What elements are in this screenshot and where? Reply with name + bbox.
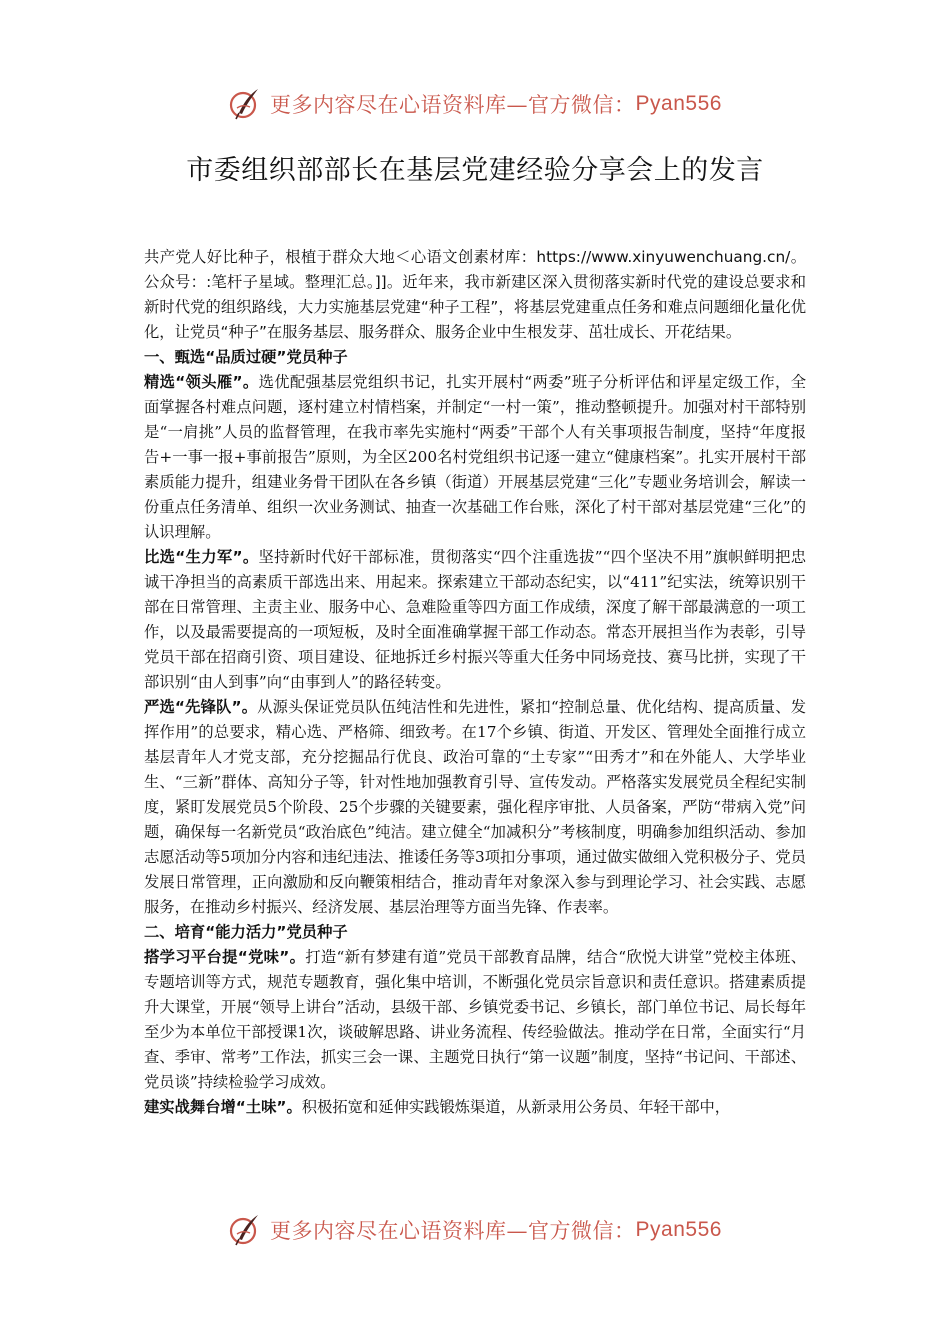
paragraph-body: 坚持新时代好干部标准，贯彻落实“四个注重选拔”“四个坚决不用”旗帜鲜明把忠诚干净担当的高素质干部选出来、用起来。探索建立干部动态纪实，以“411”纪实法，统筹识别干部在日常管理、主责主业、服务中心、急难险重等四方面工作成绩，深度了解干部最满意的一项工作，以及最需要提高的一项短板，及时全面准确掌握干部工作动态。常态开展担当作为表彰，引导党员干部在招商引资、项目建设、征地拆迁乡村振兴等重大任务中同场竞技、赛马比拼，实现了干部识别“由人到事”向“由事到人”的路径转变。 [144,548,806,691]
watermark-banner-top [0,82,950,126]
intro-paragraph: 共产党人好比种子，根植于群众大地＜心语文创素材库：https://www.xinyuwenchuang.cn/。公众号：:笔杆子星域。整理汇总。]]。近年来，我市新建区深入贯彻落实新时代党的建设总要求和新时代党的组织路线，大力实施基层党建“种子工程”，将基层党建重点任务和难点问题细化量化优化，让党员“种子”在服务基层、服务群众、服务企业中生根发芽、茁壮成长、开花结果。 [144,248,806,341]
paragraph-body: 积极拓宽和延伸实践锻炼渠道，从新录用公务员、年轻干部中， [301,1098,731,1116]
paragraph-1-3 [144,695,806,920]
quill-logo-icon [228,86,264,122]
paragraph-body: 选优配强基层党组织书记，扎实开展村“两委”班子分析评估和评星定级工作，全面掌握各村难点问题，逐村建立村情档案，并制定“一村一策”，推动整顿提升。加强对村干部特别是“一肩挑”人员的监督管理，在我市率先实施村“两委”干部个人有关事项报告制度，坚持“年度报告+一事一报+事前报告”原则，为全区200名村党组织书记逐一建立“健康档案”。扎实开展村干部素质能力提升，组建业务骨干团队在各乡镇（街道）开展基层党建“三化”专题业务培训会，解读一份重点任务清单、组织一次业务测试、抽查一次基础工作台账，深化了村干部对基层党建“三化”的认识理解。 [144,373,806,541]
watermark-banner-bottom [0,1208,950,1252]
paragraph-2-1 [144,945,806,1095]
banner-wechat-id: Pyan556 [635,92,722,115]
paragraph-body: 打造“新有梦建有道”党员干部教育品牌，结合“欣悦大讲堂”党校主体班、专题培训等方式，规范专题教育，强化集中培训，不断强化党员宗旨意识和责任意识。搭建素质提升大课堂，开展“领导上讲台”活动，县级干部、乡镇党委书记、乡镇长，部门单位书记、局长每年至少为本单位干部授课1次，谈破解思路、讲业务流程、传经验做法。推动学在日常，全面实行“月查、季审、常考”工作法，抓实三会一课、主题党日执行“第一议题”制度，坚持“书记问、干部述、党员谈”持续检验学习成效。 [144,948,806,1091]
paragraph-lead: 精选“领头雁”。 [144,373,259,391]
paragraph-lead: 严选“先锋队”。 [144,698,258,716]
paragraph-lead: 比选“生力军”。 [144,548,259,566]
quill-logo-icon [228,1212,264,1248]
document-title: 市委组织部部长在基层党建经验分享会上的发言 [186,155,764,186]
paragraph-2-2 [144,1095,806,1120]
section-heading-1: 一、甄选“品质过硬”党员种子 [144,348,348,366]
paragraph-lead: 建实战舞台增“土味”。 [144,1098,302,1116]
banner-text: 更多内容尽在心语资料库—官方微信： [270,1219,636,1243]
paragraph-body: 从源头保证党员队伍纯洁性和先进性，紧扣“控制总量、优化结构、提高质量、发挥作用”的总要求，精心选、严格筛、细致考。在17个乡镇、街道、开发区、管理处全面推行成立基层青年人才党支部，充分挖掘品行优良、政治可靠的“土专家”“田秀才”和在外能人、大学毕业生、“三新”群体、高知分子等，针对性地加强教育引导、宣传发动。严格落实发展党员全程纪实制度，紧盯发展党员5个阶段、25个步骤的关键要素，强化程序审批、人员备案，严防“带病入党”问题，确保每一名新党员“政治底色”纯洁。建立健全“加减积分”考核制度，明确参加组织活动、参加志愿活动等5项加分内容和违纪违法、推诿任务等3项扣分事项，通过做实做细入党积极分子、党员发展日常管理，正向激励和反向鞭策相结合，推动青年对象深入参与到理论学习、社会实践、志愿服务，在推动乡村振兴、经济发展、基层治理等方面当先锋、作表率。 [144,698,806,916]
paragraph-1-2 [144,545,806,695]
banner-wechat-id: Pyan556 [635,1218,722,1241]
banner-text: 更多内容尽在心语资料库—官方微信： [270,93,636,117]
section-heading-2: 二、培育“能力活力”党员种子 [144,923,348,941]
document-body [144,245,806,1120]
paragraph-1-1 [144,370,806,545]
paragraph-lead: 搭学习平台提“党味”。 [144,948,306,966]
